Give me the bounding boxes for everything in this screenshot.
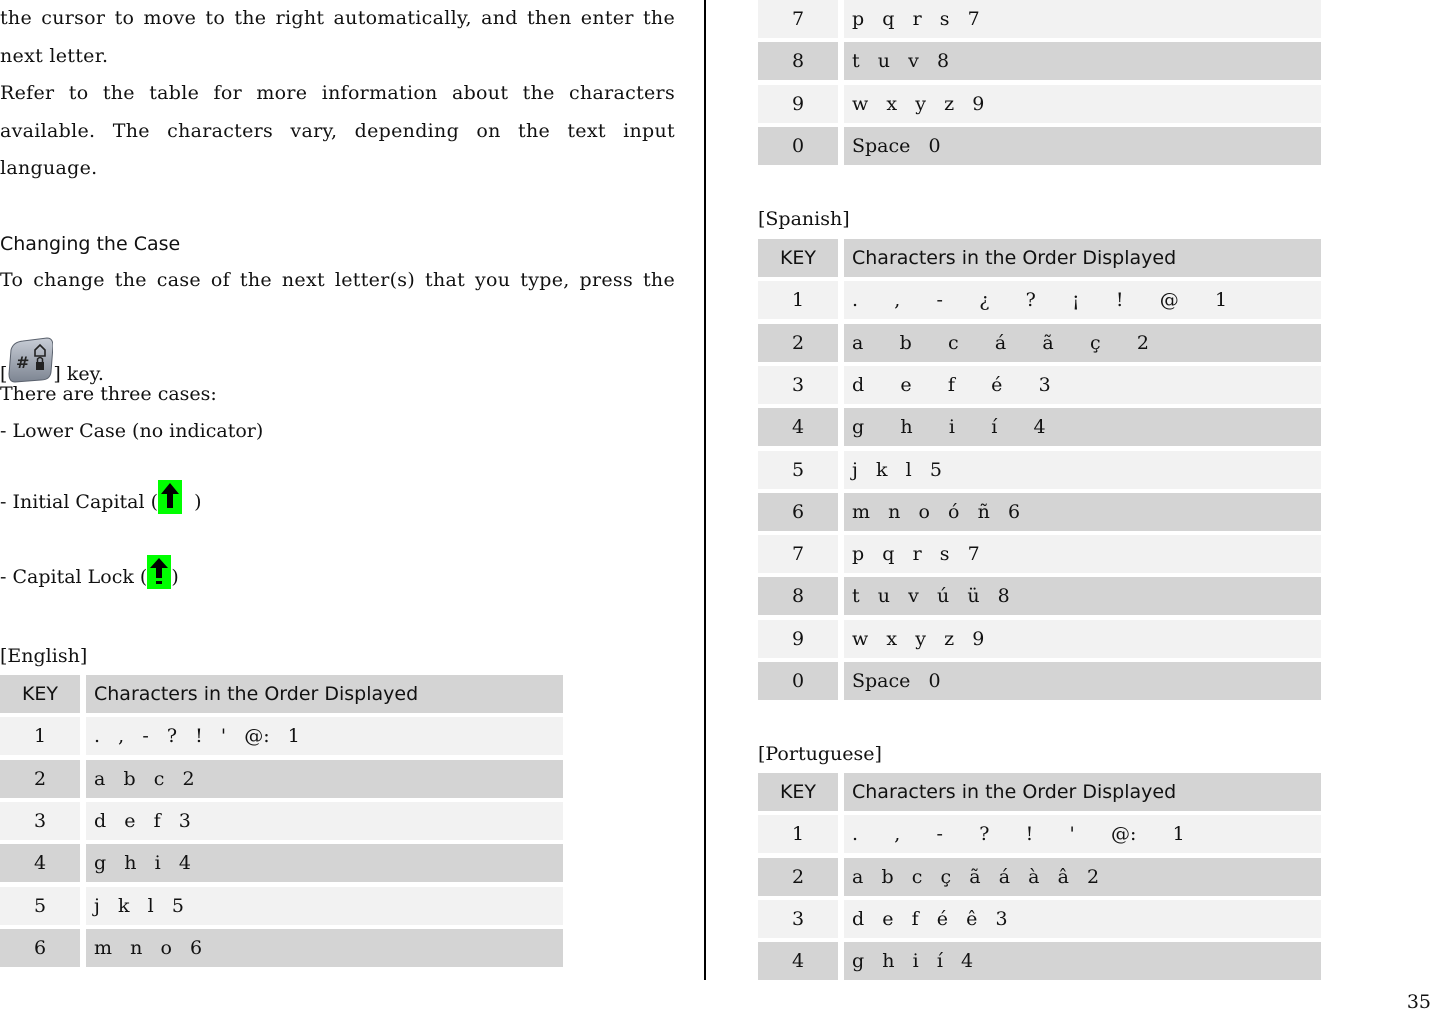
- table-row: [758, 815, 1321, 853]
- row-chars: Space 0: [844, 662, 1321, 700]
- table-row: [0, 802, 563, 840]
- row-key: 2: [0, 760, 80, 798]
- table-row: [758, 493, 1321, 531]
- table-row: [0, 844, 563, 882]
- table-row: [0, 887, 563, 925]
- row-chars: p q r s 7: [844, 0, 1321, 38]
- portuguese-label: [Portuguese]: [758, 743, 882, 765]
- english-label: [English]: [0, 645, 88, 667]
- row-key: 1: [758, 815, 838, 853]
- row-key: 0: [758, 662, 838, 700]
- row-key: 1: [758, 281, 838, 319]
- row-key: 5: [758, 451, 838, 489]
- header-key: KEY: [0, 675, 80, 713]
- row-key: 4: [758, 942, 838, 980]
- row-chars: m n o 6: [86, 929, 563, 967]
- row-chars: . , - ¿ ? ¡ ! @ 1: [844, 281, 1321, 319]
- row-chars: d e f 3: [86, 802, 563, 840]
- key-instruction: [0, 336, 104, 386]
- table-row: [758, 281, 1321, 319]
- row-chars: t u v 8: [844, 42, 1321, 80]
- row-chars: g h i 4: [86, 844, 563, 882]
- initial-capital-suffix: ): [194, 491, 202, 513]
- table-row: [758, 662, 1321, 700]
- table-row: [758, 366, 1321, 404]
- column-divider: [704, 0, 706, 980]
- row-chars: w x y z 9: [844, 620, 1321, 658]
- row-chars: d e f é 3: [844, 366, 1321, 404]
- table-row: [758, 451, 1321, 489]
- case-paragraph: To change the case of the next letter(s) that you type, press the: [0, 269, 675, 291]
- row-chars: Space 0: [844, 127, 1321, 165]
- row-key: 4: [0, 844, 80, 882]
- initial-capital-line: [0, 480, 202, 514]
- row-key: 7: [758, 535, 838, 573]
- initial-capital-arrow-icon: [158, 480, 182, 514]
- row-key: 3: [758, 900, 838, 938]
- row-key: 9: [758, 620, 838, 658]
- table-row: [758, 127, 1321, 165]
- table-header: [0, 675, 563, 713]
- table-row: [758, 577, 1321, 615]
- capital-lock-line: [0, 555, 179, 589]
- row-key: 4: [758, 408, 838, 446]
- row-chars: j k l 5: [844, 451, 1321, 489]
- row-chars: . , - ? ! ' @: 1: [86, 717, 563, 755]
- section-heading: Changing the Case: [0, 233, 181, 255]
- header-key: KEY: [758, 773, 838, 811]
- page-number: 35: [1406, 991, 1431, 1013]
- table-row: [758, 620, 1321, 658]
- table-row: [758, 942, 1321, 980]
- capital-lock-arrow-icon: [147, 555, 171, 589]
- row-key: 8: [758, 577, 838, 615]
- capital-lock-prefix: - Capital Lock (: [0, 566, 148, 588]
- key-prefix: [: [0, 363, 8, 385]
- row-key: 3: [758, 366, 838, 404]
- header-chars: Characters in the Order Displayed: [844, 239, 1321, 277]
- header-key: KEY: [758, 239, 838, 277]
- row-key: 8: [758, 42, 838, 80]
- table-row: [0, 929, 563, 967]
- row-chars: d e f é ê 3: [844, 900, 1321, 938]
- row-key: 6: [758, 493, 838, 531]
- row-chars: a b c ç ã á à â 2: [844, 858, 1321, 896]
- row-chars: t u v ú ü 8: [844, 577, 1321, 615]
- row-chars: a b c 2: [86, 760, 563, 798]
- table-row: [758, 0, 1321, 38]
- table-row: [0, 717, 563, 755]
- capital-lock-suffix: ): [171, 566, 179, 588]
- row-chars: g h i í 4: [844, 408, 1321, 446]
- three-cases-text: There are three cases:: [0, 383, 217, 405]
- row-key: 1: [0, 717, 80, 755]
- row-key: 3: [0, 802, 80, 840]
- row-chars: w x y z 9: [844, 85, 1321, 123]
- table-row: [758, 900, 1321, 938]
- row-chars: j k l 5: [86, 887, 563, 925]
- row-key: 9: [758, 85, 838, 123]
- table-row: [758, 85, 1321, 123]
- row-key: 7: [758, 0, 838, 38]
- refer-paragraph: Refer to the table for more information about the characters available. The characters vary, depending on the text input language.: [0, 82, 675, 179]
- key-suffix: ] key.: [53, 363, 104, 385]
- table-row: [758, 858, 1321, 896]
- row-key: 6: [0, 929, 80, 967]
- row-chars: . , - ? ! ' @: 1: [844, 815, 1321, 853]
- row-chars: m n o ó ñ 6: [844, 493, 1321, 531]
- spanish-label: [Spanish]: [758, 208, 850, 230]
- header-chars: Characters in the Order Displayed: [86, 675, 563, 713]
- table-row: [758, 324, 1321, 362]
- table-row: [758, 535, 1321, 573]
- row-chars: p q r s 7: [844, 535, 1321, 573]
- table-row: [758, 42, 1321, 80]
- initial-capital-prefix: - Initial Capital (: [0, 491, 159, 513]
- intro-paragraph: the cursor to move to the right automatically, and then enter the next letter.: [0, 7, 675, 67]
- svg-text:#: #: [16, 353, 30, 372]
- header-chars: Characters in the Order Displayed: [844, 773, 1321, 811]
- row-key: 2: [758, 324, 838, 362]
- row-chars: a b c á ã ç 2: [844, 324, 1321, 362]
- table-header: [758, 239, 1321, 277]
- row-key: 0: [758, 127, 838, 165]
- row-key: 2: [758, 858, 838, 896]
- table-row: [0, 760, 563, 798]
- table-header: [758, 773, 1321, 811]
- lower-case-text: - Lower Case (no indicator): [0, 420, 264, 442]
- row-key: 5: [0, 887, 80, 925]
- row-chars: g h i í 4: [844, 942, 1321, 980]
- table-row: [758, 408, 1321, 446]
- hash-key-icon: [7, 336, 53, 386]
